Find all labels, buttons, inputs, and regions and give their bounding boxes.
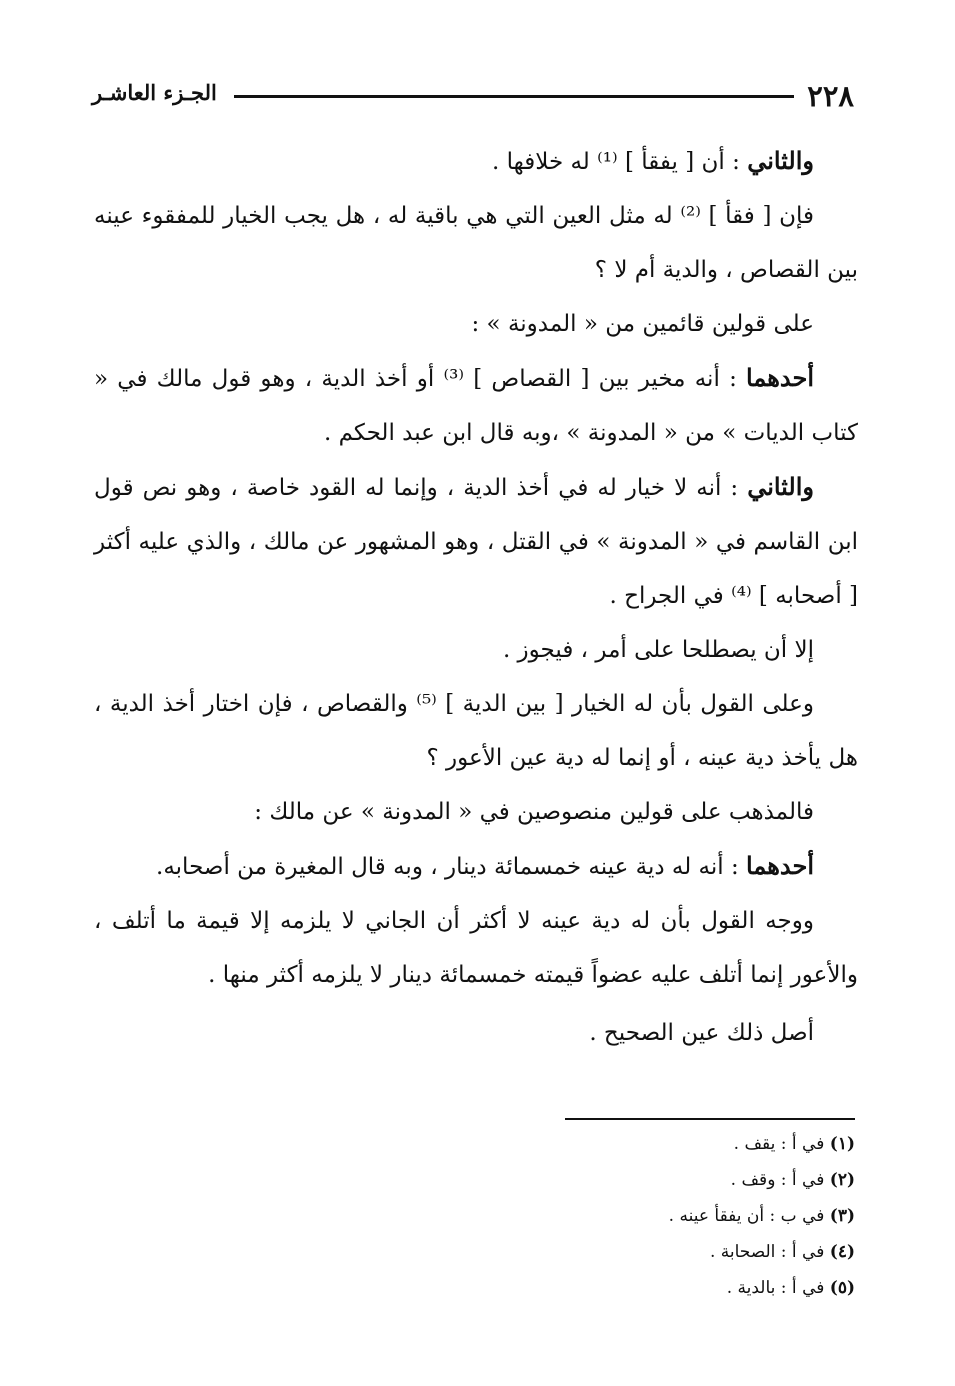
footnote-2 [565, 1162, 855, 1198]
footnote-4 [565, 1234, 855, 1270]
paragraph-text: على قولين قائمين من « المدونة » : [471, 311, 814, 337]
footnote-text: في ب : أن يفقأ عينه . [668, 1206, 830, 1226]
paragraph-text: فإن [ فقأ ] ⁽²⁾ له مثل العين التي هي باقية له ، هل يجب الخيار للمفقوء عينه بين القصاص ، والدية أم لا ؟ [94, 203, 858, 283]
paragraph-text: إلا أن يصطلحا على أمر ، فيجوز . [502, 637, 814, 663]
paragraph-lead: أحدهما [746, 363, 814, 392]
paragraph-lead: والثاني [747, 146, 814, 175]
paragraph-11 [94, 1006, 858, 1060]
paragraph-lead: والثاني [747, 472, 814, 501]
footnote-text: في أ : وقف . [730, 1170, 830, 1190]
paragraph-5 [94, 460, 858, 623]
footnotes [565, 1118, 855, 1306]
footnote-5 [565, 1270, 855, 1306]
paragraph-3 [94, 297, 858, 351]
paragraph-text: ووجه القول بأن له دية عينه لا أكثر أن الجاني لا يلزمه إلا قيمة ما أتلف ، والأعور إنما أتلف عليه عضواً قيمته خمسمائة دينار لا يلزمه أكثر منها . [94, 908, 858, 988]
paragraph-4 [94, 351, 858, 460]
page-number: ٢٢٨ [807, 79, 854, 113]
footnote-number: (٤) [829, 1242, 855, 1262]
paragraph-text: : أن [ يفقأ ] ⁽¹⁾ له خلافها . [492, 149, 748, 175]
page-header [92, 76, 854, 116]
paragraph-7 [94, 677, 858, 785]
paragraph-lead: أحدهما [746, 851, 814, 880]
footnote-1 [565, 1126, 855, 1162]
paragraph-text: فالمذهب على قولين منصوصين في « المدونة » عن مالك : [254, 799, 814, 825]
paragraph-8 [94, 785, 858, 839]
footnote-text: في أ : الصحابة . [709, 1242, 830, 1262]
footnote-text: في أ : يقف . [733, 1134, 830, 1154]
running-head: الجـزء العاشـر [92, 80, 217, 105]
paragraph-10 [94, 894, 858, 1002]
paragraph-text: : أنه لا خيار له في أخذ الدية ، وإنما له القود خاصة ، وهو نص قول ابن القاسم في « المدونة » في القتل ، وهو المشهور عن مالك ، والذي عليه أكثر [ أصحابه ] ⁽⁴⁾ في الجراح . [94, 475, 858, 609]
footnote-number: (٣) [829, 1206, 855, 1226]
footnote-number: (٥) [829, 1278, 855, 1298]
paragraph-6 [94, 623, 858, 677]
footnote-3 [565, 1198, 855, 1234]
paragraph-text: أصل ذلك عين الصحيح . [589, 1020, 814, 1046]
footnote-number: (١) [829, 1134, 855, 1154]
paragraph-1 [94, 134, 858, 189]
header-rule [234, 95, 794, 98]
paragraph-9 [94, 839, 858, 894]
footnote-text: في أ : بالدية . [726, 1278, 830, 1298]
footnote-number: (٢) [829, 1170, 855, 1190]
paragraph-text: وعلى القول بأن له الخيار [ بين الدية ] ⁽⁵⁾ والقصاص ، فإن اختار أخذ الدية ، هل يأخذ دية عينه ، أو إنما له دية عين الأعور ؟ [94, 691, 858, 771]
paragraph-2 [94, 189, 858, 297]
paragraph-text: : أنه مخير بين [ القصاص ] ⁽³⁾ أو أخذ الدية ، وهو قول مالك في « كتاب الديات » من « المدونة » ،وبه قال ابن عبد الحكم . [94, 366, 858, 446]
paragraph-text: : أنه له دية عينه خمسمائة دينار ، وبه قال المغيرة من أصحابه. [156, 854, 747, 880]
body-text [94, 134, 858, 1060]
